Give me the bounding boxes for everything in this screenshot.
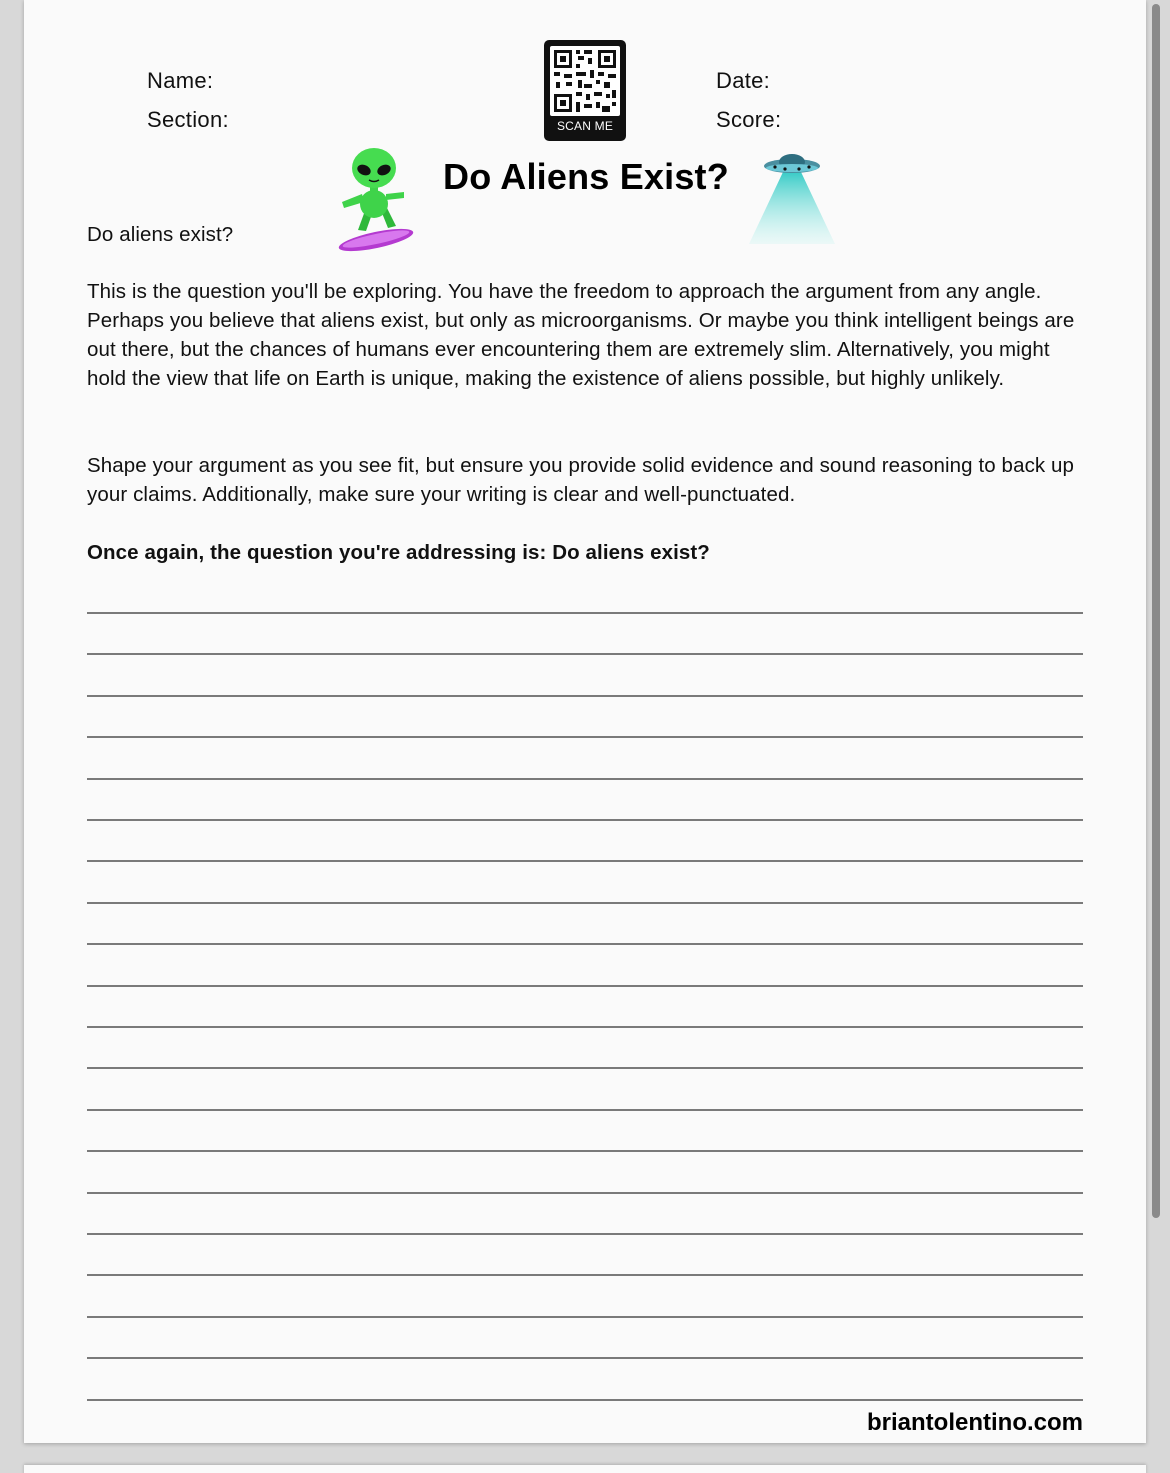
writing-line — [87, 1067, 1083, 1069]
worksheet-page — [24, 0, 1146, 1443]
writing-line — [87, 1150, 1083, 1152]
qr-code-graphic — [550, 46, 620, 116]
score-label: Score: — [716, 107, 782, 132]
name-label: Name: — [147, 68, 214, 93]
prompt-paragraph-1: This is the question you'll be exploring. You have the freedom to approach the argument from any angle. Perhaps you believe that aliens exist, but only as microorganisms. Or maybe you think intelligent beings are out there, but the chances of humans ever encountering them are extremely slim. Alternatively, you might hold the view that life on Earth is unique, making the existence of aliens possible, but highly unlikely. — [87, 280, 1075, 390]
writing-line — [87, 1357, 1083, 1359]
writing-line — [87, 860, 1083, 862]
writing-line — [87, 1233, 1083, 1235]
page-title: Do Aliens Exist? — [443, 156, 729, 197]
qr-code-pattern — [550, 46, 620, 116]
writing-line — [87, 1026, 1083, 1028]
footer-website: briantolentino.com — [867, 1409, 1083, 1436]
writing-line — [87, 902, 1083, 904]
writing-line — [87, 778, 1083, 780]
date-label: Date: — [716, 68, 771, 93]
writing-line — [87, 943, 1083, 945]
writing-line — [87, 985, 1083, 987]
next-page-edge — [24, 1465, 1146, 1473]
prompt-paragraph-2: Shape your argument as you see fit, but ensure you provide solid evidence and sound reasoning to back up your claims. Additionally, make sure your writing is clear and well-punctuated. — [87, 454, 1075, 506]
writing-line — [87, 1274, 1083, 1276]
writing-line — [87, 612, 1083, 614]
qr-code-icon — [544, 40, 626, 141]
prompt-paragraph-3: Once again, the question you're addressing is: Do aliens exist? — [87, 541, 710, 564]
intro-question: Do aliens exist? — [87, 223, 234, 246]
writing-line — [87, 695, 1083, 697]
writing-line — [87, 736, 1083, 738]
writing-line — [87, 819, 1083, 821]
qr-scan-label: SCAN ME — [556, 119, 614, 133]
section-label: Section: — [147, 107, 229, 132]
writing-line — [87, 1109, 1083, 1111]
writing-line — [87, 653, 1083, 655]
writing-line — [87, 1316, 1083, 1318]
scrollbar-thumb[interactable] — [1152, 4, 1160, 1218]
writing-line — [87, 1192, 1083, 1194]
writing-line — [87, 1399, 1083, 1401]
